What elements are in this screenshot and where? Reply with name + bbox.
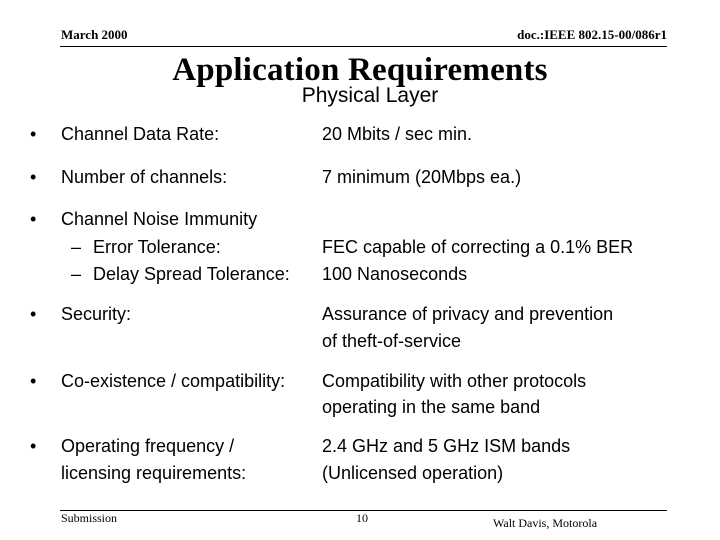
security-continuation xyxy=(0,328,720,354)
bullet-marker: • xyxy=(30,124,37,144)
noise-immunity-label: Channel Noise Immunity xyxy=(61,209,258,229)
coexistence-value-line2: operating in the same band xyxy=(322,397,541,417)
data-rate-value: 20 Mbits / sec min. xyxy=(322,124,473,144)
bullet-marker: • xyxy=(30,371,37,391)
list-item-noise-immunity xyxy=(0,206,720,232)
bullet-marker: • xyxy=(30,209,37,229)
frequency-label-line2: licensing requirements: xyxy=(61,463,247,483)
sub-item-delay-spread xyxy=(0,261,720,287)
sub-item-error-tolerance xyxy=(0,234,720,260)
frequency-value-line2: (Unlicensed operation) xyxy=(322,463,504,483)
slide-subtitle: Physical Layer xyxy=(301,84,439,107)
channels-label: Number of channels: xyxy=(61,167,228,187)
slide-title: Application Requirements xyxy=(172,52,548,88)
dash-marker: – xyxy=(71,264,82,284)
frequency-label-line1: Operating frequency / xyxy=(61,436,235,456)
channels-value: 7 minimum (20Mbps ea.) xyxy=(322,167,522,187)
bullet-marker: • xyxy=(30,167,37,187)
coexistence-value-line1: Compatibility with other protocols xyxy=(322,371,587,391)
coexistence-continuation xyxy=(0,394,720,420)
frequency-value-line1: 2.4 GHz and 5 GHz ISM bands xyxy=(322,436,571,456)
list-item-coexistence xyxy=(0,368,720,394)
dash-marker: – xyxy=(71,237,82,257)
security-value-line2: of theft-of-service xyxy=(322,331,462,351)
footer-submission: Submission xyxy=(61,511,118,525)
error-tolerance-label: Error Tolerance: xyxy=(93,237,221,257)
header-doc-id: doc.:IEEE 802.15-00/086r1 xyxy=(517,27,667,42)
bullet-marker: • xyxy=(30,436,37,456)
data-rate-label: Channel Data Rate: xyxy=(61,124,220,144)
coexistence-label: Co-existence / compatibility: xyxy=(61,371,286,391)
frequency-continuation xyxy=(0,460,720,486)
bullet-marker: • xyxy=(30,304,37,324)
footer-page-number: 10 xyxy=(356,511,368,525)
header-divider xyxy=(60,46,667,47)
list-item-frequency xyxy=(0,433,720,459)
header-date: March 2000 xyxy=(61,27,128,42)
delay-spread-value: 100 Nanoseconds xyxy=(322,264,468,284)
error-tolerance-value: FEC capable of correcting a 0.1% BER xyxy=(322,237,634,257)
delay-spread-label: Delay Spread Tolerance: xyxy=(93,264,290,284)
list-item-security xyxy=(0,301,720,327)
list-item-channels xyxy=(0,164,720,190)
footer-author: Walt Davis, Motorola xyxy=(493,516,598,530)
security-label: Security: xyxy=(61,304,132,324)
list-item-data-rate xyxy=(0,121,720,147)
security-value-line1: Assurance of privacy and prevention xyxy=(322,304,614,324)
